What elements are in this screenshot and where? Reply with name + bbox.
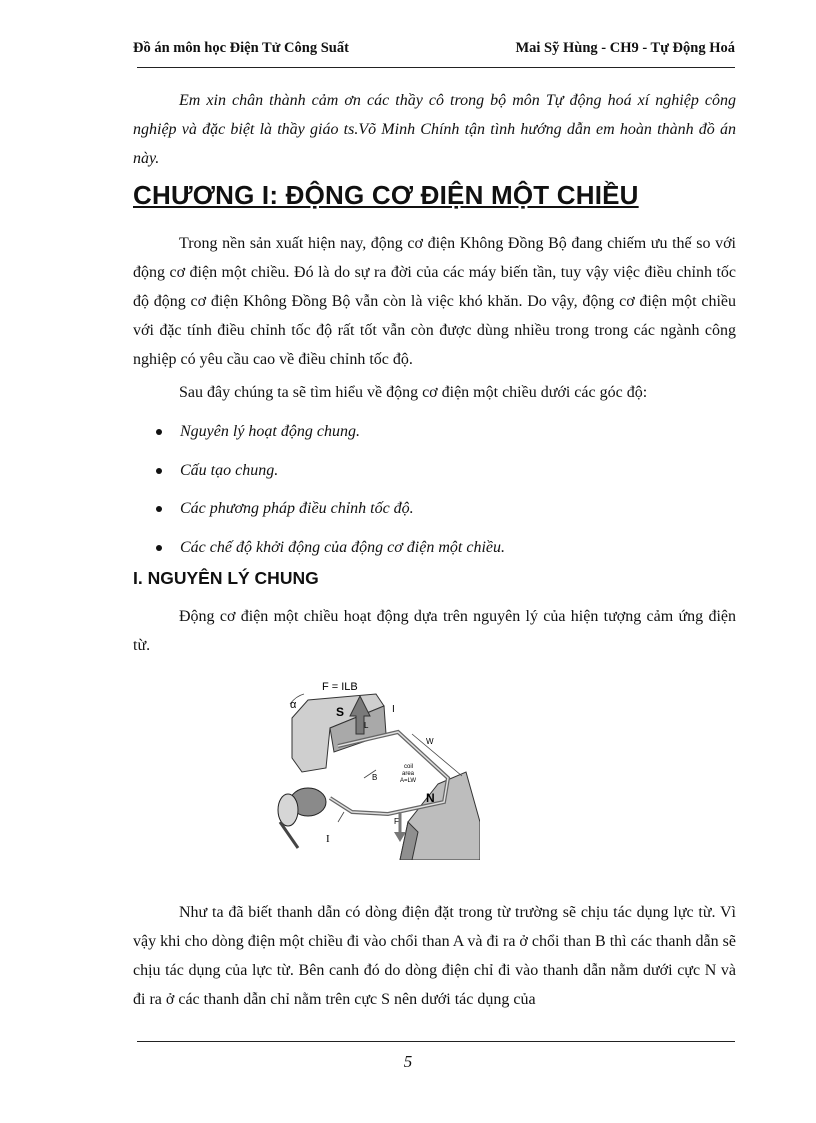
brush-contact bbox=[278, 794, 298, 826]
s-pole-label: S bbox=[336, 705, 345, 719]
chapter-title: CHƯƠNG I: ĐỘNG CƠ ĐIỆN MỘT CHIỀU bbox=[133, 180, 639, 210]
current-arrow bbox=[338, 812, 344, 822]
lead-in-paragraph: Sau đây chúng ta sẽ tìm hiểu về động cơ điện một chiều dưới các góc độ: bbox=[179, 384, 648, 401]
acknowledgement-paragraph: Em xin chân thành cảm ơn các thầy cô trong bộ môn Tự động hoá xí nghiệp công nghiệp và đặc biệt là thầy giáo ts.Võ Minh Chính tận tình hướng dẫn em hoàn thành đồ án này. bbox=[133, 92, 736, 167]
bullet-icon bbox=[156, 429, 162, 435]
length-label: L bbox=[364, 721, 369, 730]
list-item: Cấu tạo chung. bbox=[133, 452, 736, 491]
list-item: Các phương pháp điều chỉnh tốc độ. bbox=[133, 490, 736, 529]
footer-rule bbox=[137, 1041, 735, 1042]
topic-list bbox=[133, 413, 736, 567]
header-author: Mai Sỹ Hùng - CH9 - Tự Động Hoá bbox=[515, 40, 735, 56]
field-label: B bbox=[372, 773, 378, 782]
force-bottom-label: F bbox=[394, 817, 399, 826]
alpha-label: α bbox=[290, 699, 297, 711]
bullet-icon bbox=[156, 545, 162, 551]
current-top-label: I bbox=[392, 704, 395, 715]
intro-paragraph: Trong nền sản xuất hiện nay, động cơ điện Không Đồng Bộ đang chiếm ưu thế so với động cơ điện một chiều. Đó là do sự ra đời của các máy biến tần, tuy vậy việc điều chỉnh tốc độ động cơ điện Không Đồng Bộ vẫn còn là việc khó khăn. Do vậy, động cơ điện một chiều với đặc tính điều chỉnh tốc độ rất tốt vẫn còn được dùng nhiều trong trong các ngành công nghiệp có yêu cầu cao về điều chỉnh tốc độ. bbox=[133, 235, 736, 368]
width-label: W bbox=[426, 737, 434, 746]
force-equation-label: F = ILB bbox=[322, 681, 358, 693]
current-bottom-label: I bbox=[326, 833, 330, 845]
header-rule bbox=[137, 67, 735, 68]
section-title: I. NGUYÊN LÝ CHUNG bbox=[133, 568, 319, 588]
coil-label-line2: area bbox=[402, 771, 415, 777]
page-header bbox=[133, 40, 735, 60]
bullet-icon bbox=[156, 506, 162, 512]
page-number: 5 bbox=[403, 1052, 413, 1071]
principle-paragraph: Động cơ điện một chiều hoạt động dựa trên nguyên lý của hiện tượng cảm ứng điện từ. bbox=[133, 608, 736, 654]
coil-label-line3: A=LW bbox=[400, 778, 417, 784]
header-course-title: Đồ án môn học Điện Tử Công Suất bbox=[133, 40, 349, 56]
list-item: Các chế độ khởi động của động cơ điện một chiều. bbox=[133, 529, 736, 568]
list-item: Nguyên lý hoạt động chung. bbox=[133, 413, 736, 452]
coil-label-line1: coil bbox=[404, 764, 414, 770]
bullet-icon bbox=[156, 468, 162, 474]
n-pole-label: N bbox=[426, 791, 435, 805]
dc-motor-diagram bbox=[268, 672, 480, 860]
body-paragraph: Như ta đã biết thanh dẫn có dòng điện đặt trong từ trường sẽ chịu tác dụng lực từ. Vì vậy khi cho dòng điện một chiều đi vào chổi than A và đi ra ở chổi than B thì các thanh dẫn sẽ chịu tác dụng của lực từ. Bên canh đó do dòng điện chỉ đi vào thanh dẫn nằm dưới cực N và đi ra ở các thanh dẫn chỉ nằm trên cực S nên dưới tác dụng của bbox=[133, 904, 736, 1008]
